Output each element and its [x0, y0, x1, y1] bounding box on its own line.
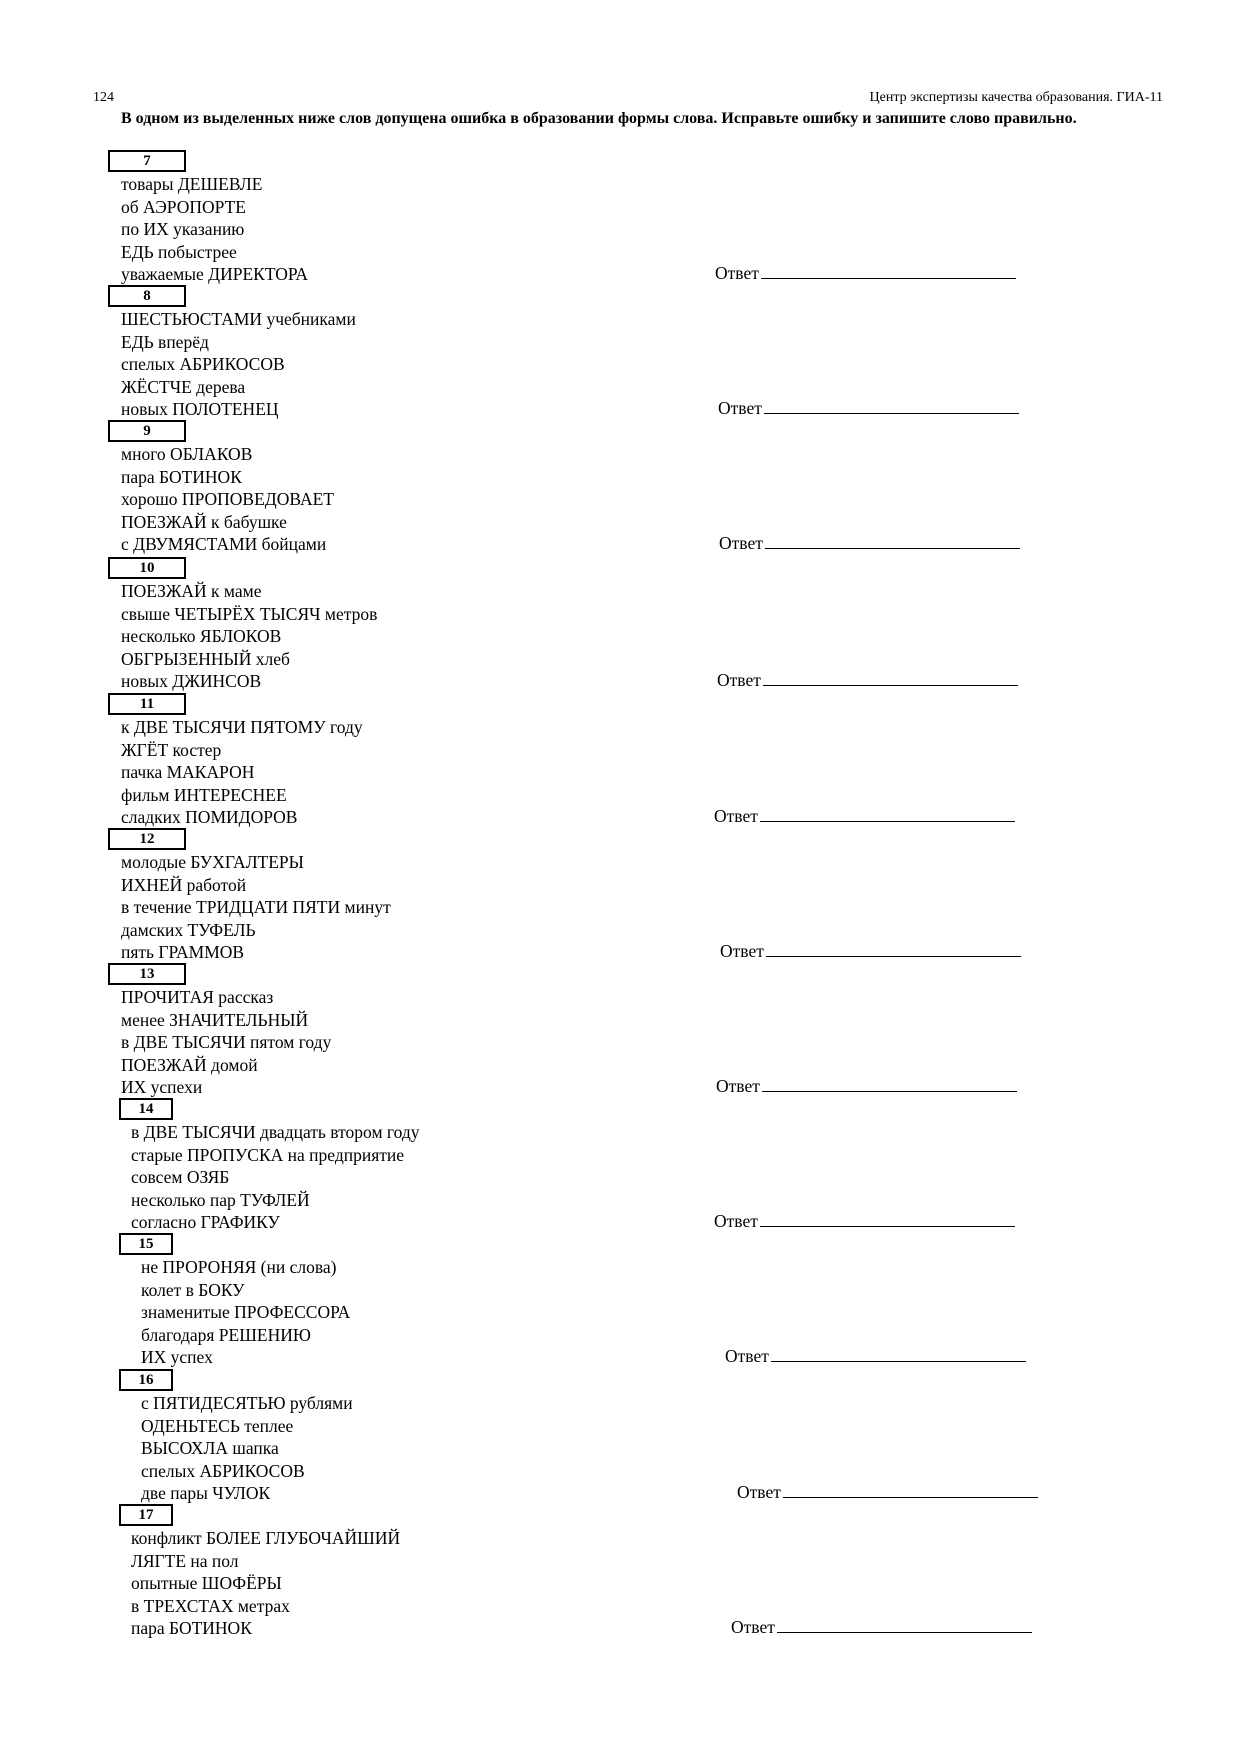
answer-field[interactable] — [737, 1482, 1038, 1503]
task-option: пара БОТИНОК — [131, 1618, 252, 1639]
answer-label: Ответ — [714, 806, 758, 827]
answer-label: Ответ — [715, 263, 759, 284]
task-option: ОДЕНЬТЕСЬ теплее — [141, 1415, 294, 1436]
task-option: ЛЯГТЕ на пол — [131, 1550, 239, 1571]
answer-label: Ответ — [718, 398, 762, 419]
task-option: ИХ успех — [141, 1347, 213, 1368]
task-option: две пары ЧУЛОК — [141, 1483, 271, 1504]
task-option: ВЫСОХЛА шапка — [141, 1438, 279, 1459]
answer-label: Ответ — [717, 670, 761, 691]
answer-label: Ответ — [725, 1346, 769, 1367]
task-number-box: 8 — [108, 285, 186, 307]
task-number-box: 13 — [108, 963, 186, 985]
task-option: благодаря РЕШЕНИЮ — [141, 1324, 311, 1345]
answer-label: Ответ — [716, 1076, 760, 1097]
answer-field[interactable] — [714, 806, 1015, 827]
task-option: в ДВЕ ТЫСЯЧИ пятом году — [121, 1032, 332, 1053]
task-number-box: 16 — [119, 1369, 173, 1391]
task-option: колет в БОКУ — [141, 1279, 245, 1300]
answer-blank-line[interactable] — [766, 941, 1021, 957]
task-option: ПОЕЗЖАЙ домой — [121, 1054, 258, 1075]
answer-field[interactable] — [715, 263, 1016, 284]
task-option: много ОБЛАКОВ — [121, 444, 253, 464]
task-option: свыше ЧЕТЫРЁХ ТЫСЯЧ метров — [121, 603, 378, 624]
answer-blank-line[interactable] — [764, 398, 1019, 414]
answer-blank-line[interactable] — [760, 806, 1015, 822]
task-option: ИХ успехи — [121, 1077, 203, 1098]
task-option: несколько пар ТУФЛЕЙ — [131, 1189, 310, 1210]
answer-field[interactable] — [720, 941, 1021, 962]
task-option: фильм ИНТЕРЕСНЕЕ — [121, 784, 287, 805]
task-option: спелых АБРИКОСОВ — [141, 1460, 305, 1481]
answer-label: Ответ — [720, 941, 764, 962]
task-option: в ДВЕ ТЫСЯЧИ двадцать втором году — [131, 1122, 420, 1142]
task-option: в ТРЕХСТАХ метрах — [131, 1595, 290, 1616]
task-option: согласно ГРАФИКУ — [131, 1212, 280, 1233]
task-option: с ПЯТИДЕСЯТЬЮ рублями — [141, 1393, 353, 1413]
answer-label: Ответ — [737, 1482, 781, 1503]
task-option: менее ЗНАЧИТЕЛЬНЫЙ — [121, 1009, 309, 1030]
answer-blank-line[interactable] — [783, 1482, 1038, 1498]
answer-blank-line[interactable] — [771, 1346, 1026, 1362]
task-option: ПОЕЗЖАЙ к маме — [121, 581, 262, 601]
answer-blank-line[interactable] — [765, 533, 1020, 549]
page-header-title: Центр экспертизы качества образования. ГИА-11 — [869, 90, 1163, 105]
task-option: новых ДЖИНСОВ — [121, 671, 262, 692]
task-option: ЕДЬ вперёд — [121, 331, 209, 352]
answer-field[interactable] — [725, 1346, 1026, 1367]
task-option: спелых АБРИКОСОВ — [121, 354, 285, 375]
task-option: молодые БУХГАЛТЕРЫ — [121, 852, 304, 872]
task-number-box: 9 — [108, 420, 186, 442]
task-instruction: В одном из выделенных ниже слов допущена ошибка в образовании формы слова. Исправьте ошибку и запишите слово правильно. — [121, 110, 1077, 127]
task-option: хорошо ПРОПОВЕДОВАЕТ — [121, 489, 334, 510]
task-option: по ИХ указанию — [121, 219, 245, 240]
task-number-box: 7 — [108, 150, 186, 172]
task-option: ЖЁСТЧЕ дерева — [121, 376, 246, 397]
answer-field[interactable] — [714, 1211, 1015, 1232]
task-option: к ДВЕ ТЫСЯЧИ ПЯТОМУ году — [121, 717, 363, 737]
task-option: пара БОТИНОК — [121, 466, 242, 487]
answer-label: Ответ — [719, 533, 763, 554]
task-option: несколько ЯБЛОКОВ — [121, 626, 282, 647]
task-option: совсем ОЗЯБ — [131, 1167, 230, 1188]
task-option: не ПРОРОНЯЯ (ни слова) — [141, 1257, 337, 1277]
task-option: уважаемые ДИРЕКТОРА — [121, 264, 309, 285]
answer-label: Ответ — [714, 1211, 758, 1232]
task-option: ЕДЬ побыстрее — [121, 241, 237, 262]
answer-blank-line[interactable] — [762, 1076, 1017, 1092]
task-number-box: 12 — [108, 828, 186, 850]
answer-blank-line[interactable] — [777, 1617, 1032, 1633]
answer-field[interactable] — [731, 1617, 1032, 1638]
task-option: новых ПОЛОТЕНЕЦ — [121, 399, 279, 420]
answer-field[interactable] — [716, 1076, 1017, 1097]
task-option: ЖГЁТ костер — [121, 739, 222, 760]
task-option: опытные ШОФЁРЫ — [131, 1573, 282, 1594]
task-number-box: 10 — [108, 557, 186, 579]
task-option: знаменитые ПРОФЕССОРА — [141, 1302, 351, 1323]
task-option: в течение ТРИДЦАТИ ПЯТИ минут — [121, 897, 391, 918]
task-option: ШЕСТЬЮСТАМИ учебниками — [121, 309, 356, 329]
answer-label: Ответ — [731, 1617, 775, 1638]
answer-field[interactable] — [719, 533, 1020, 554]
task-option: дамских ТУФЕЛЬ — [121, 919, 256, 940]
answer-field[interactable] — [717, 670, 1018, 691]
page-number: 124 — [93, 90, 114, 105]
task-option: ИХНЕЙ работой — [121, 874, 247, 895]
task-option: пять ГРАММОВ — [121, 942, 245, 963]
task-option: ПОЕЗЖАЙ к бабушке — [121, 511, 287, 532]
task-number-box: 15 — [119, 1233, 173, 1255]
answer-blank-line[interactable] — [760, 1211, 1015, 1227]
task-option: с ДВУМЯСТАМИ бойцами — [121, 534, 327, 555]
task-option: об АЭРОПОРТЕ — [121, 196, 246, 217]
answer-field[interactable] — [718, 398, 1019, 419]
task-option: ОБГРЫЗЕННЫЙ хлеб — [121, 648, 290, 669]
answer-blank-line[interactable] — [763, 670, 1018, 686]
task-number-box: 14 — [119, 1098, 173, 1120]
task-number-box: 17 — [119, 1504, 173, 1526]
task-option: ПРОЧИТАЯ рассказ — [121, 987, 274, 1007]
task-option: сладких ПОМИДОРОВ — [121, 807, 298, 828]
task-option: пачка МАКАРОН — [121, 762, 255, 783]
task-option: товары ДЕШЕВЛЕ — [121, 174, 263, 194]
task-number-box: 11 — [108, 693, 186, 715]
task-option: старые ПРОПУСКА на предприятие — [131, 1144, 405, 1165]
answer-blank-line[interactable] — [761, 263, 1016, 279]
task-option: конфликт БОЛЕЕ ГЛУБОЧАЙШИЙ — [131, 1528, 401, 1548]
